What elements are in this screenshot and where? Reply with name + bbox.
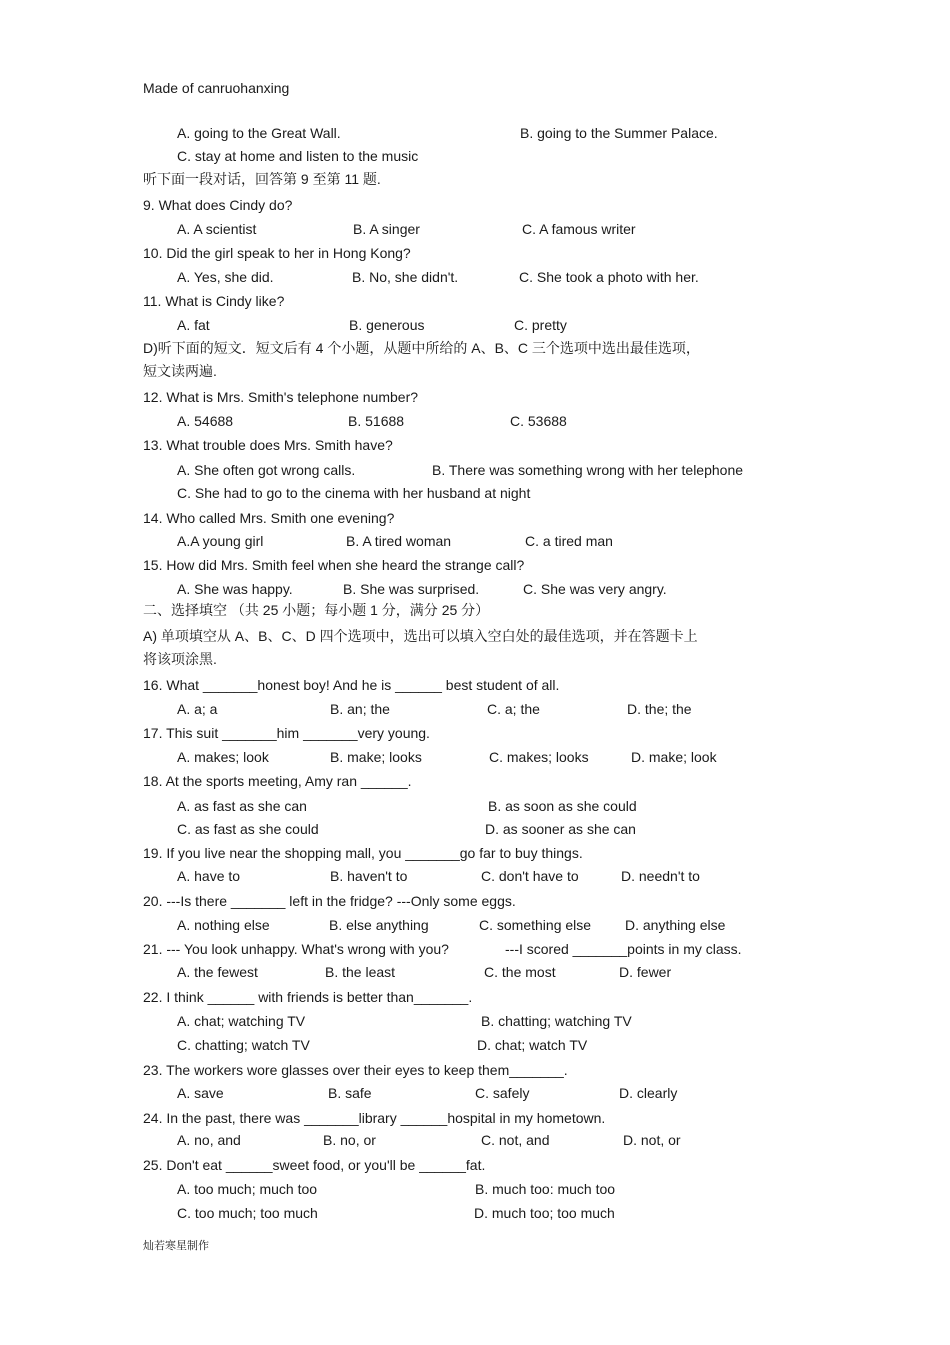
option-text: C. the most [484,964,556,980]
option-text: B. going to the Summer Palace. [520,125,718,141]
text-line: 9. What does Cindy do? [143,197,293,213]
text-line: 11. What is Cindy like? [143,293,285,309]
option-text: D. anything else [625,917,726,933]
option-text: A. chat; watching TV [177,1013,306,1029]
option-text: A. makes; look [177,749,269,765]
text-line: 25. Don't eat ______sweet food, or you'll be ______fat. [143,1157,486,1173]
text-line: C. stay at home and listen to the music [177,148,419,164]
option-text: B. else anything [329,917,429,933]
option-text: D. clearly [619,1085,678,1101]
option-text: B. much too: much too [475,1181,616,1197]
option-text: B. haven't to [330,868,408,884]
text-line: 17. This suit _______him _______very young. [143,725,430,741]
option-text: B. She was surprised. [343,581,480,597]
option-text: B. No, she didn't. [352,269,459,285]
option-text: D. much too; too much [474,1205,615,1221]
option-text: B. 51688 [348,413,405,429]
option-text: C. 53688 [510,413,567,429]
text-line: 23. The workers wore glasses over their eyes to keep them_______. [143,1062,568,1078]
text-line: 24. In the past, there was _______library ______hospital in my hometown. [143,1110,606,1126]
option-text: C. as fast as she could [177,821,319,837]
option-text: C. something else [479,917,592,933]
text-line: 19. If you live near the shopping mall, you _______go far to buy things. [143,845,583,861]
text-line: 16. What _______honest boy! And he is ______ best student of all. [143,677,560,693]
option-text: ---I scored _______points in my class. [505,941,742,957]
text-line: 18. At the sports meeting, Amy ran ______. [143,773,412,789]
option-text: C. safely [475,1085,530,1101]
option-text: A. fat [177,317,210,333]
option-text: C. makes; looks [489,749,589,765]
option-text: B. There was something wrong with her telephone [432,462,744,478]
option-text: B. A tired woman [346,533,452,549]
option-text: A. 54688 [177,413,234,429]
option-text: D. not, or [623,1132,681,1148]
option-text: A. She often got wrong calls. [177,462,356,478]
option-text: B. chatting; watching TV [481,1013,632,1029]
text-line: D)听下面的短文．短文后有 4 个小题，从题中所给的 A、B、C 三个选项中选出最佳选项， [143,340,700,356]
option-text: A. a; a [177,701,218,717]
text-line: 二、选择填空 （共 25 小题；每小题 1 分，满分 25 分） [143,602,490,618]
option-text: A. save [177,1085,224,1101]
option-text: B. make; looks [330,749,422,765]
text-line: 14. Who called Mrs. Smith one evening? [143,510,395,526]
text-line: 将该项涂黑. [143,651,217,667]
text-line: 13. What trouble does Mrs. Smith have? [143,437,393,453]
option-text: A. as fast as she can [177,798,307,814]
option-text: B. safe [328,1085,372,1101]
page-header: Made of canruohanxing [143,80,290,96]
option-text: D. make; look [631,749,717,765]
option-text: D. fewer [619,964,672,980]
text-line: 22. I think ______ with friends is better than_______. [143,989,473,1005]
option-text: A. Yes, she did. [177,269,274,285]
option-text: C. a; the [487,701,540,717]
option-text: C. pretty [514,317,567,333]
option-text: D. as sooner as she can [485,821,636,837]
option-text: C. A famous writer [522,221,636,237]
option-text: D. needn't to [621,868,700,884]
option-text: C. She took a photo with her. [519,269,699,285]
option-text: B. no, or [323,1132,376,1148]
option-text: A. She was happy. [177,581,293,597]
option-text: A. have to [177,868,241,884]
option-text: A. no, and [177,1132,241,1148]
option-text: D. the; the [627,701,692,717]
option-text: B. generous [349,317,425,333]
option-text: A.A young girl [177,533,264,549]
option-text: B. the least [325,964,396,980]
text-line: 听下面一段对话，回答第 9 至第 11 题. [143,171,381,187]
text-line: C. She had to go to the cinema with her husband at night [177,485,531,501]
text-line: 10. Did the girl speak to her in Hong Kong? [143,245,411,261]
text-line: 15. How did Mrs. Smith feel when she heard the strange call? [143,557,525,573]
option-text: A. going to the Great Wall. [177,125,341,141]
option-text: A. A scientist [177,221,257,237]
text-line: 短文读两遍. [143,363,217,379]
option-text: B. an; the [330,701,390,717]
text-line: 20. ---Is there _______ left in the fridge? ---Only some eggs. [143,893,516,909]
option-text: C. She was very angry. [523,581,667,597]
option-text: 21. --- You look unhappy. What's wrong with you? [143,941,449,957]
option-text: B. A singer [353,221,420,237]
option-text: A. the fewest [177,964,258,980]
option-text: C. a tired man [525,533,613,549]
text-line: A) 单项填空从 A、B、C、D 四个选项中，选出可以填入空白处的最佳选项，并在答题卡上 [143,628,698,644]
option-text: C. too much; too much [177,1205,318,1221]
page-footer: 灿若寒星制作 [143,1240,209,1252]
option-text: B. as soon as she could [488,798,637,814]
text-line: 12. What is Mrs. Smith's telephone number? [143,389,419,405]
option-text: C. chatting; watch TV [177,1037,310,1053]
option-text: A. nothing else [177,917,270,933]
option-text: C. not, and [481,1132,550,1148]
option-text: C. don't have to [481,868,579,884]
option-text: A. too much; much too [177,1181,318,1197]
option-text: D. chat; watch TV [477,1037,588,1053]
